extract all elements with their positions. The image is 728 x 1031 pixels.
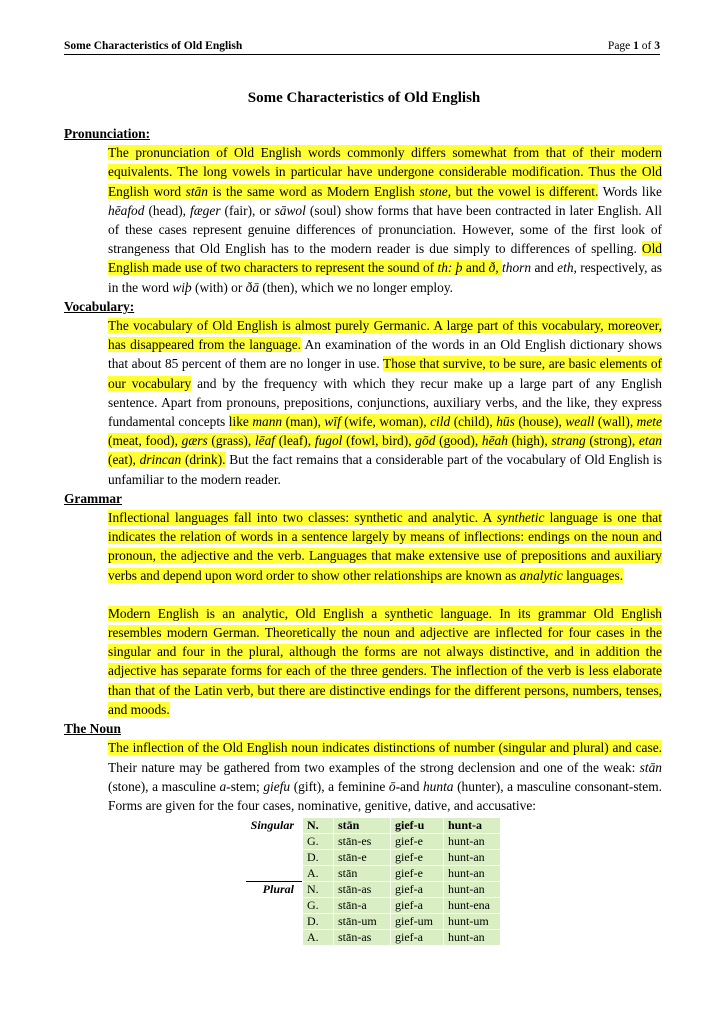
text-run: The pronunciation of Old English words commonly differs somewhat from that of their modern equivalents. The long vowels in particular have undergone considerable modification. Thus the Old English word	[108, 145, 662, 199]
text-run: (fair), or	[220, 202, 275, 218]
table-cell: gief-e	[391, 834, 444, 850]
text-run: (stone), a masculine	[108, 778, 220, 794]
text-run: and	[531, 260, 558, 276]
table-cell: gief-u	[391, 818, 444, 834]
table-row	[246, 818, 501, 834]
table-cell: D.	[303, 914, 334, 930]
table-cell: hunt-an	[444, 882, 501, 898]
heading-vocabulary: Vocabulary:	[64, 298, 135, 314]
term: etan	[638, 433, 662, 449]
term: sāwol	[274, 202, 306, 218]
text-run: Words like	[598, 183, 662, 199]
term: hēafod	[108, 202, 145, 218]
table-cell: hunt-a	[444, 818, 501, 834]
text-run: -stem;	[226, 778, 264, 794]
text-run: (fowl, bird),	[342, 433, 416, 449]
table-cell: hunt-um	[444, 914, 501, 930]
term: stān	[185, 183, 208, 199]
term: wiþ	[172, 279, 192, 295]
table-cell: stān	[334, 866, 391, 882]
table-cell: A.	[303, 930, 334, 946]
text-run: (man),	[282, 414, 325, 430]
text-run: respectively, as in the word	[108, 260, 662, 295]
heading-grammar: Grammar	[64, 490, 123, 506]
term: th: þ	[437, 260, 463, 276]
term: fugol	[314, 433, 343, 449]
table-cell: gief-a	[391, 930, 444, 946]
header-title: Some Characteristics of Old English	[64, 40, 243, 52]
table-cell: stān	[334, 818, 391, 834]
text-run: (hunter), a masculine consonant-stem. Forms are given for the four cases, nominative, genitive, dative, and accusative:	[108, 778, 662, 813]
text-run: is the same word as Modern English	[207, 183, 420, 199]
text-run: An examination of the words in an Old English dictionary shows that about 85 percent of them are no longer in use.	[108, 337, 662, 372]
page-header	[64, 40, 660, 55]
term: ð,	[488, 260, 499, 276]
term: drincan	[139, 452, 182, 468]
term: synthetic	[496, 510, 545, 526]
table-row	[246, 850, 501, 866]
term: hūs	[496, 414, 515, 430]
table-cell: stān-es	[334, 834, 391, 850]
term: ðā	[245, 279, 260, 295]
table-cell: stān-e	[334, 850, 391, 866]
table-cell: stān-a	[334, 898, 391, 914]
document-title: Some Characteristics of Old English	[247, 90, 481, 106]
table-cell: gief-e	[391, 850, 444, 866]
term: hēah	[481, 433, 508, 449]
table-cell: gief-a	[391, 882, 444, 898]
page-prefix: Page	[607, 40, 631, 52]
term: eth,	[557, 260, 577, 276]
text-run: (drink).	[181, 452, 226, 468]
text-run: (wall),	[594, 414, 637, 430]
text-run: -and	[395, 778, 423, 794]
table-cell: hunt-an	[444, 930, 501, 946]
page-of: of	[641, 40, 652, 52]
text-run: Their nature may be gathered from two examples of the strong declension and one of the weak:	[108, 759, 640, 775]
plural-label: Plural	[246, 882, 303, 898]
table-row	[246, 834, 501, 850]
text-run: (meat, food),	[108, 433, 182, 449]
document-body	[64, 124, 662, 946]
table-cell: hunt-an	[444, 866, 501, 882]
table-cell: gief-um	[391, 914, 444, 930]
text-run: and by the frequency with which they recur make up a large part of any English sentence. Apart from pronouns, prepositions, conjunctions, auxiliary verbs, and the like, they express fundamental concepts	[108, 375, 662, 430]
table-row	[246, 866, 501, 882]
highlight: Those that survive, to be sure, are basic elements of our vocabulary	[108, 356, 662, 391]
page-number: 1	[633, 40, 639, 52]
table-row	[246, 930, 501, 946]
text-run: (house),	[514, 414, 566, 430]
table-cell: N.	[303, 882, 334, 898]
paragraph-pronunciation	[108, 143, 662, 297]
text-run: (head),	[144, 202, 191, 218]
text-run: (high),	[507, 433, 552, 449]
text-run: (eat),	[108, 452, 140, 468]
highlight: Modern English is an analytic, Old English a synthetic language. In its grammar Old English resembles modern German. Theoretically the noun and adjective are inflected for four cases in the singular and four in the plural, although the forms are not always distinctive, and in addition the adjective has separate forms for each of the three genders. The inflection of the verb is less elaborate than that of the Latin verb, but there are distinctive endings for the different persons, numbers, tenses, and moods.	[108, 605, 662, 717]
row-label-empty	[246, 898, 303, 914]
row-label-empty	[246, 850, 303, 866]
table-row	[246, 914, 501, 930]
declension-table	[246, 817, 501, 946]
paragraph-noun	[108, 738, 662, 815]
text-run: (soul) show forms that have been contracted in later English. All of these cases represent genuine differences of pronunciation. However, some of the first look of strangeness that Old English has to the modern reader is due simply to differences of spelling.	[108, 202, 662, 257]
text-run: (gift), a feminine	[290, 778, 389, 794]
text-run: (leaf),	[275, 433, 315, 449]
table-row	[246, 882, 501, 898]
term: mann	[252, 414, 283, 430]
term: weall	[565, 414, 595, 430]
table-cell: stān-as	[334, 882, 391, 898]
text-run: but the vowel is different.	[451, 183, 599, 199]
row-label-empty	[246, 866, 303, 882]
page-indicator	[608, 40, 660, 52]
highlight: The vocabulary of Old English is almost purely Germanic. A large part of this vocabulary, moreover, has disappeared from the language.	[108, 318, 662, 353]
row-label-empty	[246, 930, 303, 946]
text-run: Inflectional languages fall into two classes: synthetic and analytic. A	[108, 510, 497, 526]
text-run: But the fact remains that a considerable part of the vocabulary of Old English is unfamiliar to the modern reader.	[108, 452, 662, 487]
paragraph-vocabulary	[108, 316, 662, 489]
highlight	[108, 145, 662, 198]
highlight	[108, 510, 662, 583]
text-run: and	[462, 260, 489, 276]
table-cell: stān-as	[334, 930, 391, 946]
row-label-empty	[246, 914, 303, 930]
paragraph-grammar-1	[108, 508, 662, 585]
term: mete	[636, 414, 662, 430]
row-label-empty	[246, 834, 303, 850]
term: strang	[551, 433, 586, 449]
term: ō	[388, 778, 396, 794]
term: hunta	[422, 778, 454, 794]
term: cild	[430, 414, 451, 430]
text-run: like	[228, 414, 253, 430]
text-run: (good),	[435, 433, 482, 449]
table-cell: stān-um	[334, 914, 391, 930]
singular-label: Singular	[250, 817, 294, 832]
table-cell: hunt-ena	[444, 898, 501, 914]
term: fæger	[190, 202, 221, 218]
table-cell: G.	[303, 898, 334, 914]
text-run: languages.	[562, 567, 624, 583]
heading-noun: The Noun	[64, 721, 121, 737]
table-cell: N.	[303, 818, 334, 834]
text-run: (child),	[450, 414, 497, 430]
text-run: (wife, woman),	[340, 414, 431, 430]
term: gōd	[415, 433, 436, 449]
term: stān	[639, 759, 662, 775]
term: analytic	[519, 567, 563, 583]
table-cell: gief-e	[391, 866, 444, 882]
table-cell: A.	[303, 866, 334, 882]
text-run: (then), which we no longer employ.	[259, 279, 454, 295]
term: stone,	[419, 183, 452, 199]
text-run: Old English made use of two characters to represent the sound of	[108, 241, 662, 276]
text-run: (strong),	[585, 433, 639, 449]
term: thorn	[502, 260, 532, 276]
text-run: (grass),	[207, 433, 255, 449]
term: a	[219, 778, 227, 794]
term: lēaf	[254, 433, 276, 449]
highlight: The inflection of the Old English noun indicates distinctions of number (singular and plural) and case.	[108, 740, 662, 756]
heading-pronunciation: Pronunciation:	[64, 126, 151, 141]
term: gærs	[181, 433, 208, 449]
table-cell: hunt-an	[444, 834, 501, 850]
paragraph-grammar-2	[108, 604, 662, 719]
table-cell: G.	[303, 834, 334, 850]
declension-table-wrap	[246, 817, 662, 946]
text-run: language is one that indicates the relation of words in a sentence largely by means of inflections: endings on the noun and pronoun, the adjective and the verb. Languages that make extensive use of prepositions and auxiliary verbs and depend upon word order to show other relationships are known as	[108, 510, 662, 583]
term: wīf	[324, 414, 341, 430]
table-row	[246, 898, 501, 914]
term: giefu	[263, 778, 291, 794]
table-cell: hunt-an	[444, 850, 501, 866]
table-cell: D.	[303, 850, 334, 866]
page-total: 3	[654, 40, 660, 52]
text-run: (with) or	[191, 279, 246, 295]
table-cell: gief-a	[391, 898, 444, 914]
